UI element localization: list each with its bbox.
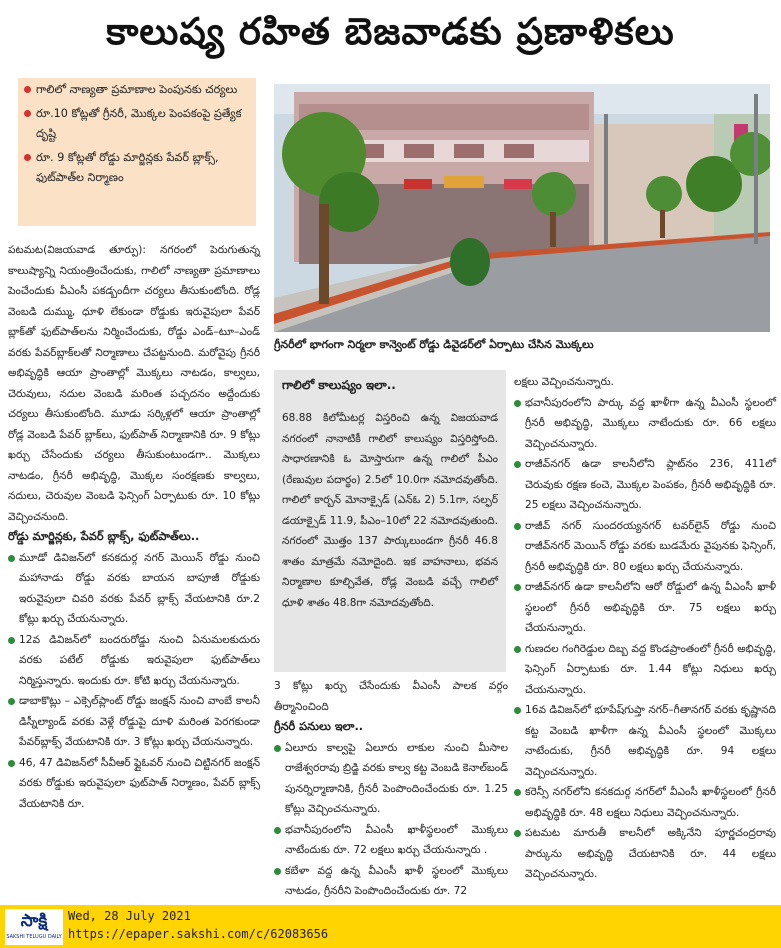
list-item-text: రాజీవ్‌నగర్ ఉడా కాలనీలోని ప్లాట్‌నం 236, 411లో చెరువుకు రక్షణ కంచె, మొక్కల పెంపకం, గ్రీనరీ అభివృద్ధికి రూ. 25 లక్షలు వెచ్చించనున్నారు. xyxy=(525,458,776,511)
list-item-text: 16వ డివిజన్‌లో భూపేష్‌గుప్తా నగర్–గీతానగర్ వరకు కృష్ణానది కట్ట వెంబడి ఖాళీగా ఉన్న వీఎంసీ స్థలంలో మొక్కలు నాటేందుకు, గ్రీనరీ అభివృద్ధికి రూ. 94 లక్షలు వెచ్చించనున్నారు. xyxy=(525,704,776,778)
highlight-item xyxy=(24,80,250,100)
green-bullet-icon xyxy=(514,461,521,468)
street-photo xyxy=(274,84,770,332)
continuation-text: లక్షలు వెచ్చించనున్నారు. xyxy=(514,376,614,388)
list-item xyxy=(274,820,508,861)
red-bullet-icon xyxy=(24,110,31,117)
red-bullet-icon xyxy=(24,86,31,93)
box-title: గాలిలో కాలుష్యం ఇలా.. xyxy=(282,378,396,392)
highlights-box xyxy=(18,78,256,226)
street-photo-illustration xyxy=(274,84,770,332)
intro-paragraph: పటమట(విజయవాడ తూర్పు): నగరంలో పెరుగుతున్న కాలుష్యాన్ని నియంత్రించేందుకు, గాలిలో నాణ్యతా ప్రమాణాలు పెంచేందుకు వీఎంసీ పకడ్బందీగా చర్యలు తీసుకుంటోంది. రోడ్ల వెంబడి దుమ్ము, ధూళి లేకుండా రోడ్డుకు ఇరువైపులా పేవర్ బ్లాక్‌తో ఫుట్‌పాత్‌లను నిర్మించేందుకు, రోడ్డు ఎండ్–టూ–ఎండ్ వరకు పేవర్‌బ్లాక్‌లతో నిర్మాణాలు చేపట్టనుంది. మరోవైపు గ్రీనరీ అభివృద్ధికి ఆయా ప్రాంతాల్లో మొక్కలు నాటడం, కాల్వలు, చెరువులు, నదుల వెంబడి మరింత పచ్చదనం అద్దేందుకు చర్యలు తీసుకుంటోంది. మూడు సర్కిళ్లలో ఆయా ప్రాంతాల్లో రోడ్ల వెంబడి పేవర్ బ్లాక్‌లు, ఫుట్‌పాత్ నిర్మాణానికి రూ. 9 కోట్లు ఖర్చు చేసేందుకు చర్యలు తీసుకుంటుండగా.. మొక్కలు నాటడం, గ్రీనరీ అభివృద్ధి, మొక్కల సంరక్షణకు కాల్వలు, నదులు, చెరువుల వెంబడి ఫెన్సింగ్ ఏర్పాటుకు రూ. 10 కోట్లు వెచ్చించనుంది. xyxy=(8,244,260,523)
green-bullet-icon xyxy=(274,745,281,752)
list-item-text: మూడో డివిజన్‌లో కనకదుర్గ నగర్ మెయిన్ రోడ్డు నుంచి మహానాడు రోడ్డు వరకు బాయన బాపూజీ రోడ్డుకు ఇరువైపులా చివరి వరకు పేవర్ బ్లాక్స్ వేయటానికి రూ.2 కోట్లు ఖర్చు చేయనున్నారు. xyxy=(19,551,260,625)
box-text: 68.88 కిలోమీటర్ల విస్తరించి ఉన్న విజయవాడ నగరంలో నానాటికీ గాలిలో కాలుష్యం విస్తరిస్తోంది. సాధారణానికి ఓ మోస్తారుగా ఉన్న గాలిలో పీఎం (రేణువుల పదార్థం) 2.5లో 10.0గా నమోదవుతోంది. గాలిలో కార్బన్ మోనాక్సైడ్ (ఎన్‌ఓ 2) 5.1గా, సల్ఫర్ డయాక్సైడ్ 11.9, పీఎం–10లో 22 నమోదవుతుంది. నగరంలో మొత్తం 137 పార్కులుండగా గ్రీనరీ 46.8 శాతం మాత్రమే నమోదైంది. ఇక వాహనాలు, భవన నిర్మాణాల కూల్చివేత, రోడ్ల వెంబడి వచ్చే గాలిలో ధూళి శాతం 48.8గా నమోదవుతోంది. xyxy=(282,412,498,609)
green-bullet-icon xyxy=(8,698,15,705)
list-item-text: కరెన్సీ నగర్‌లోని కనకదుర్గ నగర్‌లో వీఎంసీ ఖాళీస్థలంలో గ్రీనరీ అభివృద్ధికి రూ. 48 లక్షలు నిధులు వెచ్చించనున్నారు. xyxy=(525,786,776,819)
green-bullet-icon xyxy=(8,555,15,562)
list-item-text: 12వ డివిజన్‌లో బందరురోడ్డు నుంచి ఏనుమలకుదురు వరకు పటేల్ రోడ్డుకు ఇరువైపులా ఫుట్‌పాత్‌లు నిర్మిస్తున్నారు. ఇందుకు రూ. కోటి ఖర్చు చేయనున్నారు. xyxy=(19,633,260,687)
list-item xyxy=(514,639,776,701)
green-bullet-icon xyxy=(514,584,521,591)
list-item-text: కబేళా వద్ద ఉన్న వీఎంసీ ఖాళీ స్థలంలో మొక్కలు నాటడం, గ్రీనరీని పెంపొందించేందుకు రూ. 72 xyxy=(285,864,508,897)
list-item xyxy=(274,738,508,820)
subheading-paver: రోడ్డు మార్జిన్లకు, పేవర్ బ్లాక్స్, ఫుట్‌పాత్‌లు.. xyxy=(8,530,200,543)
list-item-text: భవానీపురంలోని పార్కు వద్ద ఖాళీగా ఉన్న వీఎంసీ స్థలంలో గ్రీనరీ అభివృద్ధి, మొక్కలు నాటేందుకు రూ. 66 లక్షలు వెచ్చించనున్నారు. xyxy=(525,396,776,450)
list-item xyxy=(514,516,776,578)
list-item xyxy=(8,691,260,753)
list-item-text: డాబాకొట్లు – ఎక్సెల్‌ప్లాంట్ రోడ్డు జంక్షన్ నుంచి వాంబే కాలనీ డిస్నీల్యాండ్ వరకు వెళ్లే రోడ్డుపై దూళి మరింత పెరగకుండా పేవర్‌బ్లాక్స్ వేయటానికి రూ. 3 కోట్లు ఖర్చు చేయనున్నారు. xyxy=(19,695,260,748)
green-bullet-icon xyxy=(514,789,521,796)
highlight-item xyxy=(24,104,250,144)
list-item-text: గుణదల గంగిరెడ్డుల దిబ్బ వద్ద కొండప్రాంతంలో గ్రీనరీ అభివృద్ధి, ఫెన్సింగ్ ఏర్పాటుకు రూ. 1.44 కోట్లు నిధులు ఖర్చు చేయనున్నారు. xyxy=(525,642,776,696)
list-item-text: భవానీపురంలోని వీఎంసీ ఖాళీస్థలంలో మొక్కలు నాటేందుకు రూ. 72 లక్షలు ఖర్చు చేయనున్నారు . xyxy=(285,823,508,856)
green-bullet-icon xyxy=(514,830,521,837)
green-bullet-icon xyxy=(514,400,521,407)
red-bullet-icon xyxy=(24,154,31,161)
green-bullet-icon xyxy=(8,760,15,767)
list-item-text: ఏలూరు కాల్వపై ఏలూరు లాకుల నుంచి మీసాల రాజేశ్వరరావు బ్రిడ్జి వరకు కాల్వ కట్ట వెంబడి కెనాల్‌బండ్ పునర్నిర్మాణానికి, గ్రీనరీ పెంపొందించేందుకు రూ. 1.25 కోట్లు వెచ్చించనున్నారు. xyxy=(285,741,508,815)
right-column xyxy=(514,372,776,885)
green-bullet-icon xyxy=(8,637,15,644)
edition-date: Wed, 28 July 2021 xyxy=(68,909,191,923)
list-item xyxy=(514,393,776,455)
green-bullet-icon xyxy=(514,523,521,530)
continuation-text: 3 కోట్లు ఖర్చు చేసేందుకు వీఎంసీ పాలక వర్గం తీర్మానించింది xyxy=(274,680,508,713)
green-bullet-icon xyxy=(274,827,281,834)
list-item xyxy=(8,548,260,630)
list-item-text: పటమట మారుతీ కాలనీలో అక్కినేని పూర్ణచంద్రరావు పార్కును అభివృద్ధి చేయటానికి రూ. 44 లక్షలు వెచ్చించనున్నారు. xyxy=(525,827,776,880)
left-column xyxy=(8,240,260,814)
highlight-text: రూ.10 కోట్లతో గ్రీనరీ, మొక్కల పెంపకంపై ప్రత్యేక దృష్టి xyxy=(36,107,242,140)
footer-bar xyxy=(0,905,781,948)
pollution-box xyxy=(274,370,506,672)
list-item xyxy=(274,861,508,902)
photo-caption: గ్రీనరీలో భాగంగా నిర్మలా కాన్వెంట్ రోడ్డు డివైడర్‌లో ఏర్పాటు చేసిన మొక్కలు xyxy=(274,338,594,351)
logo-tagline: SAKSHI TELUGU DAILY xyxy=(6,934,62,940)
list-item xyxy=(8,753,260,815)
epaper-link[interactable]: https://epaper.sakshi.com/c/62083656 xyxy=(68,927,329,941)
green-bullet-icon xyxy=(514,646,521,653)
list-item-text: రాజీవ్‌నగర్ ఉడా కాలనీలోని ఆరో రోడ్డులో ఉన్న వీఎంసీ ఖాళీ స్థలంలో గ్రీనరీ అభివృద్ధికి రూ. 75 లక్షలు ఖర్చు చేయనున్నారు. xyxy=(525,581,776,634)
subheading-greenery: గ్రీనరీ పనులు ఇలా.. xyxy=(274,720,364,733)
middle-column xyxy=(274,676,508,902)
green-bullet-icon xyxy=(274,868,281,875)
list-item xyxy=(514,823,776,885)
list-item xyxy=(514,577,776,639)
green-bullet-icon xyxy=(514,707,521,714)
sakshi-logo[interactable] xyxy=(5,909,63,945)
list-item xyxy=(514,782,776,823)
list-item-text: 46, 47 డివిజన్‌లో సీవీఆర్ ఫ్లైఓవర్ నుంచి చిట్టినగర్ జంక్షన్ వరకు రోడ్డుకు ఇరువైపులా ఫుట్‌పాత్ నిర్మాణం, పేవర్ బ్లాక్స్ వేయటానికి రూ. xyxy=(19,756,261,810)
highlight-item xyxy=(24,148,250,188)
list-item xyxy=(514,454,776,516)
highlight-text: రూ. 9 కోట్లతో రోడ్డు మార్జిన్లకు పేవర్ బ్లాక్స్, ఫుట్‌పాత్‌ల నిర్మాణం xyxy=(36,151,219,184)
headline: కాలుష్య రహిత బెజవాడకు ప్రణాళికలు xyxy=(106,10,675,53)
highlight-text: గాలిలో నాణ్యతా ప్రమాణాల పెంపునకు చర్యలు xyxy=(36,83,238,96)
list-item xyxy=(514,700,776,782)
list-item-text: రాజీవ్ నగర్ సుందరయ్యనగర్ టవర్‌లైన్ రోడ్డు నుంచి రాజీవ్‌నగర్ మెయిన్ రోడ్డు వరకు బుడమేరు వైపునకు ఫెన్సింగ్, గ్రీనరీ అభివృద్ధికి రూ. 80 లక్షలు ఖర్చు చేయనున్నారు. xyxy=(525,519,776,573)
list-item xyxy=(8,630,260,692)
logo-text: సాక్షి xyxy=(20,911,48,931)
